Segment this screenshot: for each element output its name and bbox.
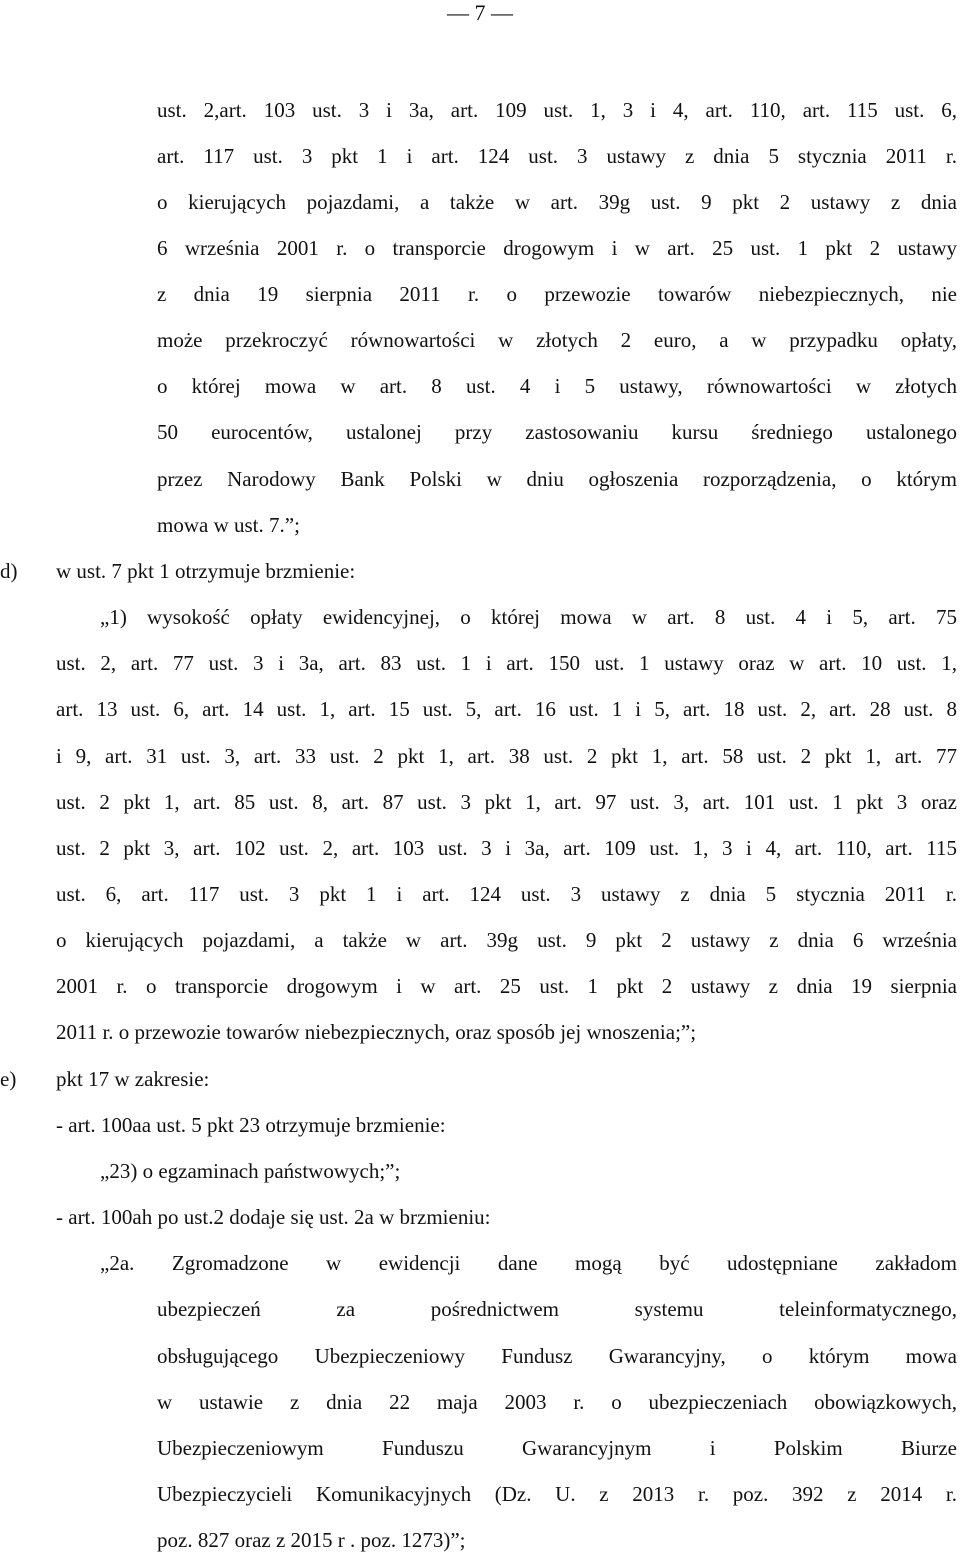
text-line: o kierujących pojazdami, a także w art. 39g ust. 9 pkt 2 ustawy z dnia [157, 190, 957, 214]
text-line: i 9, art. 31 ust. 3, art. 33 ust. 2 pkt 1, art. 38 ust. 2 pkt 1, art. 58 ust. 2 pkt 1, art. 77 [56, 744, 957, 768]
text-line: o kierujących pojazdami, a także w art. 39g ust. 9 pkt 2 ustawy z dnia 6 września [56, 928, 957, 952]
item-intro: w ust. 7 pkt 1 otrzymuje brzmienie: [56, 559, 356, 583]
quote-line: ubezpieczeń za pośrednictwem systemu teleinformatycznego, [157, 1297, 957, 1321]
text-line: o której mowa w art. 8 ust. 4 i 5 ustawy, równowartości w złotych [157, 374, 957, 398]
quote-line: „2a. Zgromadzone w ewidencji dane mogą być udostępniane zakładom [100, 1251, 957, 1275]
quote-line: obsługującego Ubezpieczeniowy Fundusz Gwarancyjny, o którym mowa [157, 1344, 957, 1368]
item-intro: pkt 17 w zakresie: [56, 1067, 210, 1091]
text-line: przez Narodowy Bank Polski w dniu ogłoszenia rozporządzenia, o którym [157, 467, 957, 491]
page-number: — 7 — [447, 0, 513, 25]
text-line: 6 września 2001 r. o transporcie drogowym i w art. 25 ust. 1 pkt 2 ustawy [157, 236, 957, 260]
text-line: 50 eurocentów, ustalonej przy zastosowaniu kursu średniego ustalonego [157, 420, 957, 444]
quote-line: „23) o egzaminach państwowych;”; [100, 1159, 401, 1183]
dash-item: - art. 100ah po ust.2 dodaje się ust. 2a w brzmieniu: [56, 1205, 491, 1229]
quote-line: Ubezpieczeniowym Funduszu Gwarancyjnym i Polskim Biurze [157, 1436, 957, 1460]
text-line: mowa w ust. 7.”; [157, 513, 300, 537]
text-line: art. 13 ust. 6, art. 14 ust. 1, art. 15 ust. 5, art. 16 ust. 1 i 5, art. 18 ust. 2, art. 28 ust. 8 [56, 697, 957, 721]
text-line: 2011 r. o przewozie towarów niebezpiecznych, oraz sposób jej wnoszenia;”; [56, 1020, 697, 1044]
text-line: ust. 6, art. 117 ust. 3 pkt 1 i art. 124 ust. 3 ustawy z dnia 5 stycznia 2011 r. [56, 882, 957, 906]
item-marker: e) [0, 1067, 17, 1091]
text-line: 2001 r. o transporcie drogowym i w art. 25 ust. 1 pkt 2 ustawy z dnia 19 sierpnia [56, 974, 957, 998]
quote-line: poz. 827 oraz z 2015 r . poz. 1273)”; [157, 1528, 466, 1552]
text-line: z dnia 19 sierpnia 2011 r. o przewozie towarów niebezpiecznych, nie [157, 282, 957, 306]
quote-line: Ubezpieczycieli Komunikacyjnych (Dz. U. z 2013 r. poz. 392 z 2014 r. [157, 1482, 957, 1506]
quote-line: w ustawie z dnia 22 maja 2003 r. o ubezpieczeniach obowiązkowych, [157, 1390, 957, 1414]
text-line: ust. 2,art. 103 ust. 3 i 3a, art. 109 ust. 1, 3 i 4, art. 110, art. 115 ust. 6, [157, 98, 957, 122]
text-line: ust. 2, art. 77 ust. 3 i 3a, art. 83 ust. 1 i art. 150 ust. 1 ustawy oraz w art. 10 ust. 1, [56, 651, 957, 675]
item-marker: d) [0, 559, 18, 583]
dash-item: - art. 100aa ust. 5 pkt 23 otrzymuje brzmienie: [56, 1113, 446, 1137]
text-line: art. 117 ust. 3 pkt 1 i art. 124 ust. 3 ustawy z dnia 5 stycznia 2011 r. [157, 144, 957, 168]
text-line: ust. 2 pkt 1, art. 85 ust. 8, art. 87 ust. 3 pkt 1, art. 97 ust. 3, art. 101 ust. 1 pkt 3 oraz [56, 790, 957, 814]
text-line: ust. 2 pkt 3, art. 102 ust. 2, art. 103 ust. 3 i 3a, art. 109 ust. 1, 3 i 4, art. 110, art. 115 [56, 836, 957, 860]
text-line: może przekroczyć równowartości w złotych 2 euro, a w przypadku opłaty, [157, 328, 957, 352]
text-line: „1) wysokość opłaty ewidencyjnej, o której mowa w art. 8 ust. 4 i 5, art. 75 [100, 605, 957, 629]
